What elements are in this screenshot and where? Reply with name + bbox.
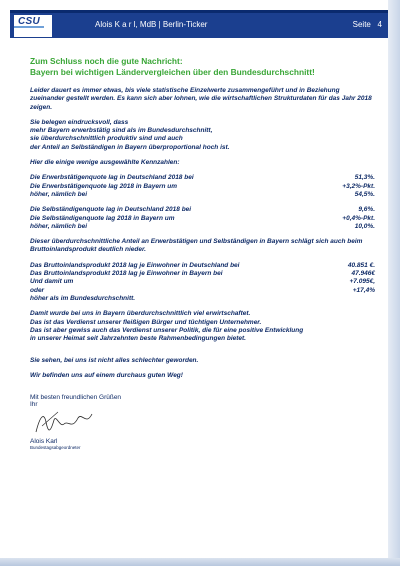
closing-line-1: Sie sehen, bei uns ist nicht alles schlechter geworden.	[30, 357, 199, 365]
text-line: Sie belegen eindrucksvoll, dass	[30, 118, 129, 126]
page-label: Seite	[352, 20, 371, 29]
main-content	[30, 56, 375, 450]
closing-line-2: Wir befinden uns auf einem durchaus guten Weg!	[30, 371, 183, 379]
stat-label: Die Erwerbstätigenquote lag in Deutschland 2018 bei	[30, 174, 194, 182]
handwritten-signature	[34, 408, 94, 436]
stat-row	[30, 262, 375, 270]
intro-paragraph: Leider dauert es immer etwas, bis viele statistische Einzelwerte zusammengeführt und in Beziehung zueinander gestellt werden. Es kann sich aber lohnen, wie die wirtschaftlichen Strukturdaten für das Jahr 2018 zeigen.	[30, 87, 372, 111]
stat-row	[30, 183, 375, 191]
greeting: Mit besten freundlichen Grüßen	[30, 394, 122, 402]
headline	[30, 56, 375, 77]
stat-row	[30, 287, 375, 295]
ihr-text: Ihr	[30, 401, 38, 409]
stat-value: +0,4%-Pkt.	[342, 214, 375, 222]
stat-value: 51,3%.	[354, 174, 375, 182]
header-title: Alois K a r l, MdB | Berlin-Ticker	[95, 20, 208, 29]
dieser-paragraph: Dieser überdurchschnittliche Anteil an Erwerbstätigen und Selbständigen in Bayern schlägt sich auch beim Bruttoinlandsprodukt deutlich nieder.	[30, 238, 363, 254]
text-line: mehr Bayern erwerbstätig sind als im Bundesdurchschnitt,	[30, 127, 213, 135]
text-line: sie überdurchschnittlich produktiv sind und auch	[30, 135, 183, 143]
stat-label: Die Selbständigenquote lag 2018 in Bayern um	[30, 214, 175, 222]
page-indicator	[353, 20, 382, 29]
text-line: Damit wurde bei uns in Bayern überdurchschnittlich viel erwirtschaftet.	[30, 310, 251, 318]
stat-label: Das Bruttoinlandsprodukt 2018 lag je Einwohner in Bayern bei	[30, 270, 223, 278]
headline-line-2: Bayern bei wichtigen Ländervergleichen über den Bundesdurchschnitt!	[30, 66, 315, 77]
stat-label: höher, nämlich bei	[30, 190, 88, 198]
stat-row	[30, 223, 375, 231]
page-number: 4	[377, 20, 382, 29]
stat-value: +17,4%	[352, 286, 375, 294]
stat-label: Das Bruttoinlandsprodukt 2018 lag je Einwohner in Deutschland bei	[30, 261, 240, 269]
stat-value: +3,2%-Pkt.	[342, 182, 375, 190]
stat-value: 47.946€	[351, 270, 375, 278]
csu-logo	[14, 15, 52, 37]
evidence-paragraph	[30, 119, 375, 152]
stat-value: 40.851 €.	[347, 261, 375, 269]
text-line: der Anteil an Selbständigen in Bayern überproportional hoch ist.	[30, 143, 230, 151]
stat-label: höher als im Bundesdurchschnitt.	[30, 294, 136, 302]
decorative-side-strip	[388, 0, 400, 566]
signature-area	[30, 408, 375, 438]
stat-row	[30, 270, 375, 278]
text-line: Das ist aber gewiss auch das Verdienst unserer Politik, die für eine positive Entwicklung	[30, 326, 304, 334]
stat-value: +7.095€,	[349, 278, 375, 286]
stat-row	[30, 174, 375, 182]
stat-row	[30, 295, 375, 303]
decorative-bottom-strip	[0, 558, 400, 566]
text-line: in unserer Heimat seit Jahrzehnten beste Rahmenbedingungen bietet.	[30, 335, 246, 343]
erwerbstaetigen-block	[30, 174, 375, 199]
stat-label: oder	[30, 286, 45, 294]
stat-row	[30, 278, 375, 286]
logo-text: CSU	[18, 16, 41, 27]
headline-line-1: Zum Schluss noch die gute Nachricht:	[30, 56, 183, 66]
damit-paragraph	[30, 310, 375, 343]
stat-label: Die Selbständigenquote lag in Deutschland 2018 bei	[30, 206, 192, 214]
signer-role: Bundestagsabgeordneter	[30, 445, 81, 451]
stat-row	[30, 215, 375, 223]
stat-label: Die Erwerbstätigenquote lag 2018 in Bayern um	[30, 182, 178, 190]
signer-name: Alois Karl	[30, 438, 58, 446]
text-line: Das ist das Verdienst unserer fleißigen Bürger und tüchtigen Unternehmer.	[30, 318, 262, 326]
selbstaendigen-block	[30, 206, 375, 231]
bip-block	[30, 262, 375, 303]
stat-label: Und damit um	[30, 278, 74, 286]
stat-row	[30, 206, 375, 214]
stat-value: 9,6%.	[358, 206, 375, 214]
page-header	[10, 10, 388, 38]
kennzahlen-intro: Hier die einige wenige ausgewählte Kennzahlen:	[30, 159, 180, 167]
stat-value: 10,0%.	[354, 222, 375, 230]
stat-row	[30, 191, 375, 199]
stat-value: 54,5%.	[354, 190, 375, 198]
stat-label: höher, nämlich bei	[30, 222, 88, 230]
